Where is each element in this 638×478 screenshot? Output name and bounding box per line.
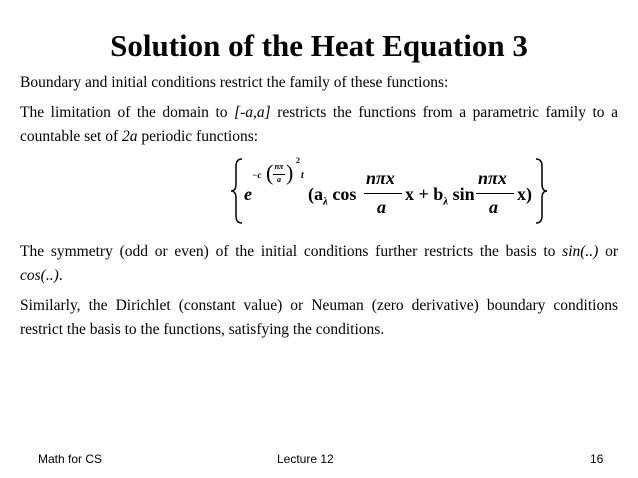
sin-basis: sin(..) [562,243,599,260]
footer-lecture: Lecture 12 [277,452,334,466]
text-segment: . [58,267,63,284]
exponent-coefficient: −c [252,170,262,180]
exponent-denominator: a [277,175,281,184]
middle-term: x + b [405,184,444,204]
footer-page-number: 16 [590,452,604,466]
text-segment: restricts the functions from a parametric family to a countable set of [20,104,618,145]
lambda-subscript-a: λ [323,195,328,208]
cos-basis: cos(..) [20,267,59,284]
left-brace-icon [230,158,244,224]
coefficient-a [308,184,356,208]
period-value: 2a [122,128,138,145]
slide-title: Solution of the Heat Equation 3 [110,28,528,63]
paragraph-domain-limitation [20,101,618,149]
lambda-subscript-b: λ [443,195,449,208]
domain-interval: [-a,a] [234,104,271,121]
text-segment: or [598,243,618,260]
cos-fraction-line [364,193,402,194]
sin-fraction-denominator: a [489,197,498,217]
cos-fraction-numerator: nπx [366,168,395,188]
paragraph-boundary-conditions: Boundary and initial conditions restrict the family of these functions: [20,74,449,91]
cos-fraction-denominator: a [377,197,386,217]
exponent-power: 2 [296,156,300,165]
sin-fraction-numerator: nπx [478,168,507,188]
right-brace-icon [534,158,548,224]
exponent-time: t [301,170,304,181]
exponential-base: e [244,184,252,204]
open-term: (a [308,184,323,204]
exponent-numerator: nπ [274,162,284,171]
basis-function-equation [230,158,550,224]
text-segment: The symmetry (odd or even) of the initial conditions further restricts the basis to [20,243,563,260]
closing-term: x) [517,184,532,204]
footer-course: Math for CS [38,452,103,466]
coefficient-b [405,184,475,208]
exponent-open-paren: ( [266,160,274,185]
text-segment: The limitation of the domain to [20,104,235,121]
paragraph-symmetry [20,240,618,288]
sin-function: sin [448,184,475,204]
exponent-close-paren: ) [286,160,294,185]
sin-fraction-line [476,193,514,194]
text-segment: periodic functions: [137,128,259,145]
paragraph-dirichlet-neuman: Similarly, the Dirichlet (constant value) or Neuman (zero derivative) boundary conditions restrict the basis to the functions, satisfying the conditions. [20,297,618,338]
cos-function: cos [327,184,357,204]
